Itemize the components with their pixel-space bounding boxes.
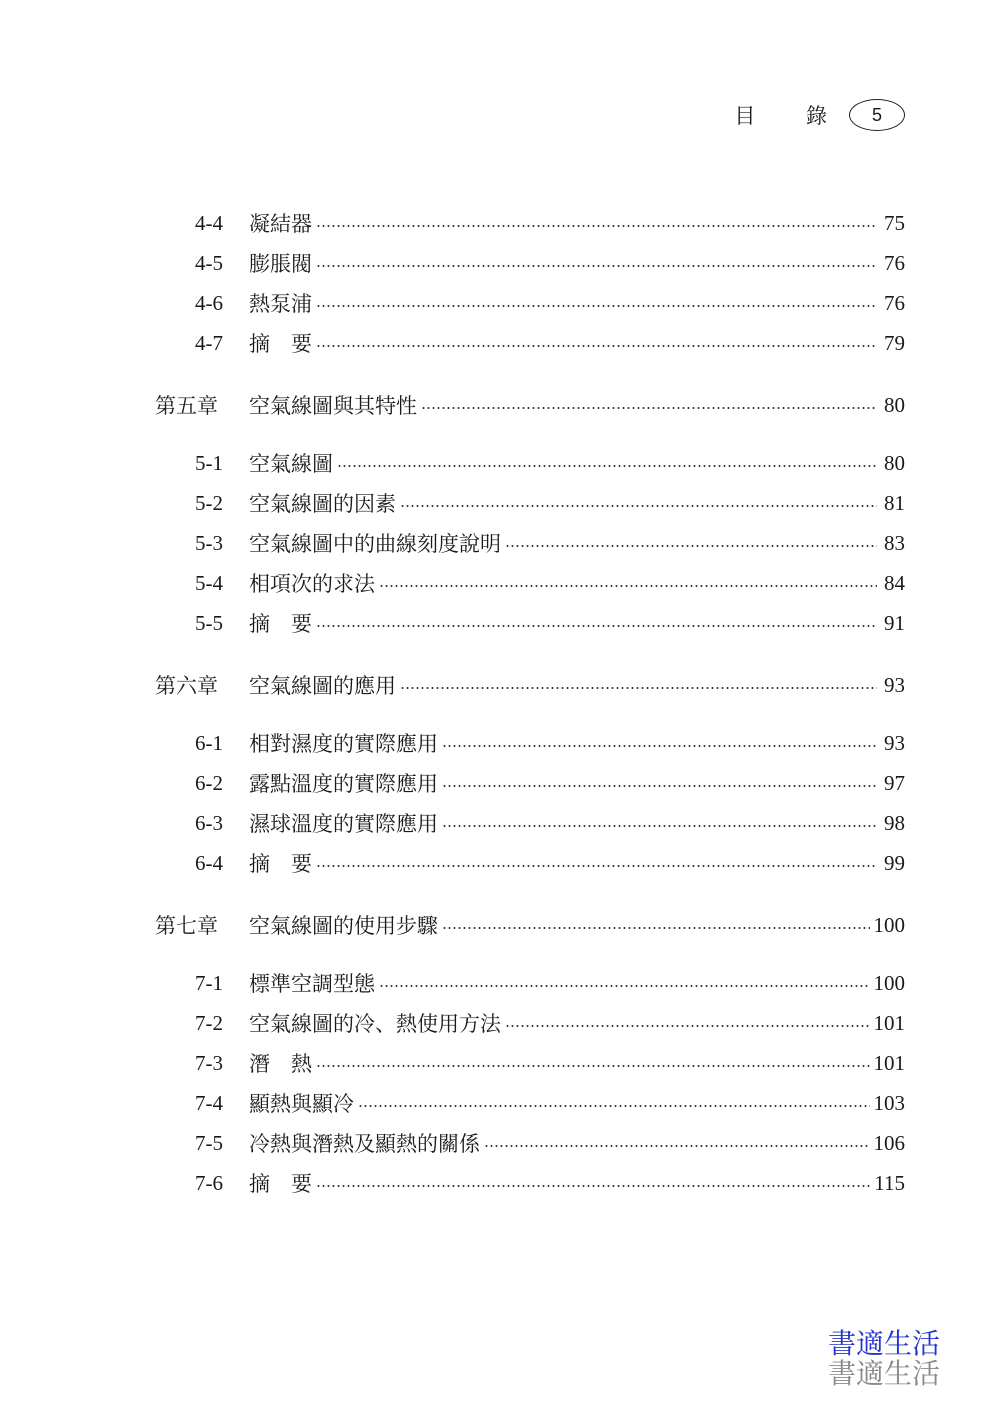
toc-entry-page: 91 — [884, 610, 905, 635]
toc-section-row[interactable] — [155, 1163, 905, 1203]
toc-entry-title: 膨脹閥 — [249, 252, 312, 276]
toc-section-row[interactable] — [155, 443, 905, 483]
toc-entry-number: 7-4 — [195, 1090, 223, 1115]
toc-entry-page: 79 — [884, 330, 905, 355]
toc-entry-number: 7-1 — [195, 970, 223, 995]
toc-entry-title: 空氣線圖中的曲線刻度說明 — [249, 532, 501, 556]
dot-leader — [316, 1065, 870, 1067]
toc-entry-number: 4-7 — [195, 330, 223, 355]
dot-leader — [400, 687, 877, 689]
toc-entry-title: 濕球溫度的實際應用 — [249, 812, 438, 836]
toc-entry-number: 第六章 — [155, 674, 218, 698]
toc-entry-number: 第五章 — [155, 394, 218, 418]
toc-entry-page: 76 — [884, 290, 905, 315]
watermark — [828, 1329, 940, 1389]
toc-entry-title: 摘 要 — [249, 332, 312, 356]
dot-leader — [442, 745, 877, 747]
dot-leader — [484, 1145, 870, 1147]
toc-entry-title: 潛 熱 — [249, 1052, 312, 1076]
toc-entry-page: 80 — [884, 392, 905, 417]
toc-entry-title: 冷熱與潛熱及顯熱的關係 — [249, 1132, 480, 1156]
toc-chapter-row[interactable] — [155, 905, 905, 945]
dot-leader — [442, 785, 877, 787]
dot-leader — [379, 985, 870, 987]
toc-section-row[interactable] — [155, 803, 905, 843]
dot-leader — [442, 927, 870, 929]
toc-entry-title: 露點溫度的實際應用 — [249, 772, 438, 796]
toc-entry-page: 93 — [884, 730, 905, 755]
toc-entry-page: 103 — [873, 1090, 905, 1115]
toc-entry-page: 101 — [873, 1050, 905, 1075]
toc-entry-title: 摘 要 — [249, 852, 312, 876]
page-number-badge: 5 — [849, 99, 905, 131]
toc-entry-title: 空氣線圖的因素 — [249, 492, 396, 516]
toc-entry-number: 7-3 — [195, 1050, 223, 1075]
toc-entry-number: 5-2 — [195, 490, 223, 515]
toc-entry-title: 相對濕度的實際應用 — [249, 732, 438, 756]
dot-leader — [316, 225, 877, 227]
toc-section-row[interactable] — [155, 203, 905, 243]
toc-entry-page: 115 — [874, 1170, 905, 1195]
dot-leader — [505, 1025, 870, 1027]
toc-entry-page: 75 — [884, 210, 905, 235]
toc-chapter-row[interactable] — [155, 665, 905, 705]
toc-section-row[interactable] — [155, 843, 905, 883]
watermark-line-2: 書適生活 — [827, 1357, 940, 1390]
toc-entry-title: 空氣線圖的應用 — [249, 674, 396, 698]
toc-entry-number: 5-1 — [195, 450, 223, 475]
dot-leader — [379, 585, 877, 587]
toc-entry-number: 第七章 — [155, 914, 218, 938]
toc-section-row[interactable] — [155, 483, 905, 523]
toc-entry-title: 空氣線圖 — [249, 452, 333, 476]
toc-entry-title: 摘 要 — [249, 1172, 312, 1196]
toc-entry-page: 83 — [884, 530, 905, 555]
toc-entry-title: 相項次的求法 — [249, 572, 375, 596]
dot-leader — [400, 505, 877, 507]
dot-leader — [505, 545, 877, 547]
table-of-contents — [155, 203, 905, 1203]
toc-entry-title: 凝結器 — [249, 212, 312, 236]
dot-leader — [316, 625, 877, 627]
dot-leader — [442, 825, 877, 827]
toc-entry-page: 81 — [884, 490, 905, 515]
toc-entry-page: 80 — [884, 450, 905, 475]
dot-leader — [316, 265, 877, 267]
toc-entry-number: 7-5 — [195, 1130, 223, 1155]
toc-entry-title: 空氣線圖與其特性 — [249, 394, 417, 418]
dot-leader — [316, 345, 877, 347]
toc-entry-page: 84 — [884, 570, 905, 595]
toc-entry-page: 98 — [884, 810, 905, 835]
toc-section-row[interactable] — [155, 603, 905, 643]
dot-leader — [316, 865, 877, 867]
toc-entry-page: 106 — [873, 1130, 905, 1155]
toc-section-row[interactable] — [155, 1123, 905, 1163]
dot-leader — [358, 1105, 870, 1107]
toc-entry-title: 熱泵浦 — [249, 292, 312, 316]
toc-entry-number: 6-2 — [195, 770, 223, 795]
toc-section-row[interactable] — [155, 1003, 905, 1043]
dot-leader — [316, 1185, 870, 1187]
toc-entry-number: 4-6 — [195, 290, 223, 315]
toc-entry-page: 100 — [873, 912, 905, 937]
toc-entry-number: 5-3 — [195, 530, 223, 555]
toc-section-row[interactable] — [155, 323, 905, 363]
toc-entry-title: 顯熱與顯冷 — [249, 1092, 354, 1116]
toc-entry-title: 摘 要 — [249, 612, 312, 636]
dot-leader — [337, 465, 877, 467]
toc-section-row[interactable] — [155, 563, 905, 603]
toc-section-row[interactable] — [155, 723, 905, 763]
toc-entry-number: 6-1 — [195, 730, 223, 755]
toc-entry-number: 6-4 — [195, 850, 223, 875]
toc-entry-page: 76 — [884, 250, 905, 275]
dot-leader — [421, 407, 877, 409]
page-header — [734, 98, 905, 132]
toc-section-row[interactable] — [155, 963, 905, 1003]
toc-section-row[interactable] — [155, 1083, 905, 1123]
toc-entry-number: 7-2 — [195, 1010, 223, 1035]
toc-entry-number: 5-5 — [195, 610, 223, 635]
toc-section-row[interactable] — [155, 283, 905, 323]
toc-entry-number: 4-5 — [195, 250, 223, 275]
toc-entry-number: 7-6 — [195, 1170, 223, 1195]
toc-section-row[interactable] — [155, 523, 905, 563]
toc-entry-page: 100 — [873, 970, 905, 995]
toc-entry-title: 空氣線圖的冷、熱使用方法 — [249, 1012, 501, 1036]
toc-entry-number: 5-4 — [195, 570, 223, 595]
toc-entry-page: 101 — [873, 1010, 905, 1035]
dot-leader — [316, 305, 877, 307]
toc-entry-title: 空氣線圖的使用步驟 — [249, 914, 438, 938]
toc-chapter-row[interactable] — [155, 385, 905, 425]
toc-entry-page: 93 — [884, 672, 905, 697]
watermark-line-1: 書適生活 — [827, 1327, 940, 1360]
toc-entry-title: 標準空調型態 — [249, 972, 375, 996]
toc-section-row[interactable] — [155, 1043, 905, 1083]
toc-entry-number: 6-3 — [195, 810, 223, 835]
toc-entry-page: 99 — [884, 850, 905, 875]
toc-entry-number: 4-4 — [195, 210, 223, 235]
toc-entry-page: 97 — [884, 770, 905, 795]
toc-section-row[interactable] — [155, 763, 905, 803]
toc-section-row[interactable] — [155, 243, 905, 283]
header-title: 目 錄 — [734, 104, 849, 128]
